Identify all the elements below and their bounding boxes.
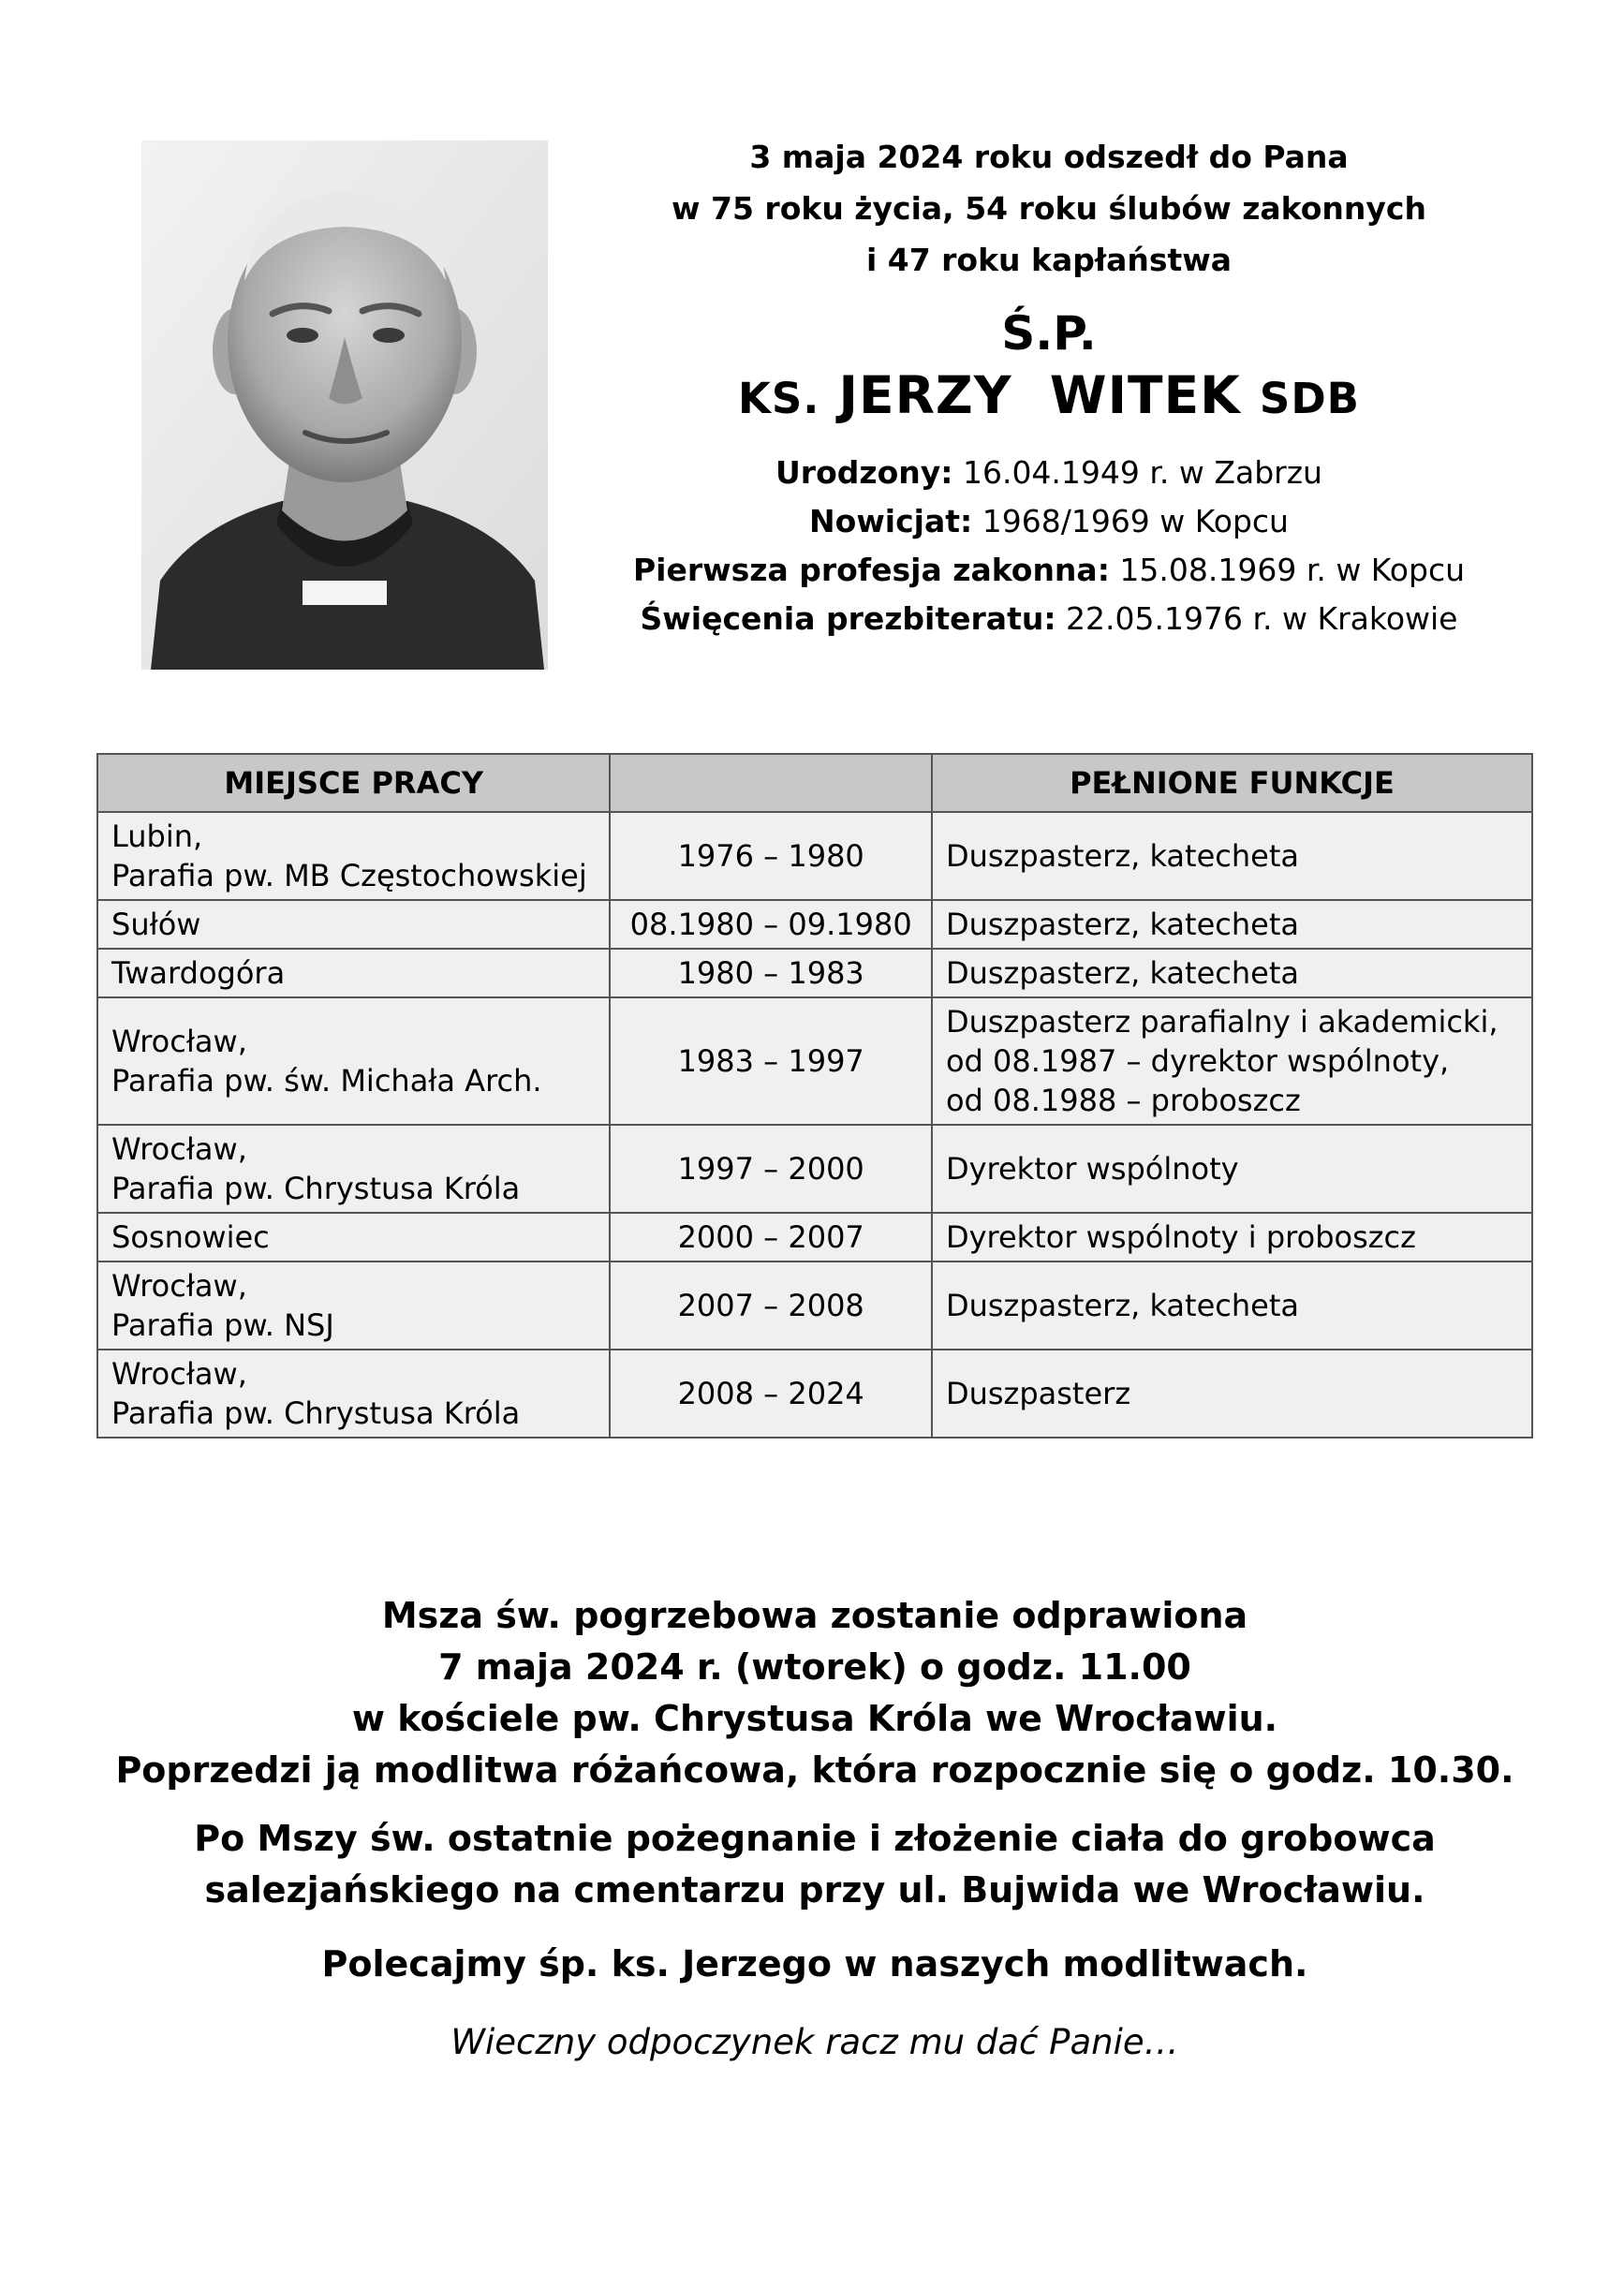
cell-functions <box>932 900 1532 949</box>
fact-value: 1968/1969 w Kopcu <box>972 503 1289 539</box>
cell-place <box>97 812 610 900</box>
name-suffix: SDB <box>1259 374 1360 423</box>
cell-years: 1976 – 1980 <box>610 812 932 900</box>
burial-line-2: salezjańskiego na cmentarzu przy ul. Bujwida we Wrocławiu. <box>204 1869 1425 1911</box>
cell-place <box>97 997 610 1125</box>
place-line: Twardogóra <box>111 955 286 991</box>
place-line: Sosnowiec <box>111 1219 270 1255</box>
mass-line-2: 7 maja 2024 r. (wtorek) o godz. 11.00 <box>438 1646 1191 1688</box>
function-line: od 08.1987 – dyrektor wspólnoty, <box>945 1043 1450 1079</box>
table-header-row <box>97 754 1532 812</box>
mass-info <box>75 1590 1555 1796</box>
fact-value: 15.08.1969 r. w Kopcu <box>1109 552 1466 588</box>
work-history-table <box>96 753 1533 1439</box>
fact-label: Urodzony: <box>775 454 953 491</box>
table-row <box>97 997 1532 1125</box>
function-line: Duszpasterz, katecheta <box>945 838 1299 874</box>
fact-label: Nowicjat: <box>809 503 973 539</box>
eternal-rest-line: Wieczny odpoczynek racz mu dać Panie… <box>450 2022 1179 2062</box>
obituary-header <box>581 131 1517 643</box>
mass-line-4: Poprzedzi ją modlitwa różańcowa, która rozpocznie się o godz. 10.30. <box>115 1749 1514 1791</box>
function-line: Duszpasterz, katecheta <box>945 955 1299 991</box>
fact-label: Pierwsza profesja zakonna: <box>632 552 1110 588</box>
fact-value: 16.04.1949 r. w Zabrzu <box>952 454 1322 491</box>
fact-ordination <box>581 595 1517 643</box>
burial-info <box>75 1813 1555 1916</box>
intro-line-2: w 75 roku życia, 54 roku ślubów zakonnych <box>672 190 1426 227</box>
function-line: Duszpasterz, katecheta <box>945 907 1299 942</box>
header-place: MIEJSCE PRACY <box>97 754 610 812</box>
function-line: Dyrektor wspólnoty i proboszcz <box>945 1219 1416 1255</box>
cell-functions <box>932 1213 1532 1262</box>
header-years <box>610 754 932 812</box>
cell-functions <box>932 1262 1532 1350</box>
table-row <box>97 812 1532 900</box>
place-line: Parafia pw. św. Michała Arch. <box>111 1063 542 1099</box>
cell-years: 08.1980 – 09.1980 <box>610 900 932 949</box>
cell-place <box>97 1350 610 1438</box>
place-line: Parafia pw. Chrystusa Króla <box>111 1171 521 1206</box>
place-line: Wrocław, <box>111 1024 247 1059</box>
function-line: od 08.1988 – proboszcz <box>945 1083 1301 1118</box>
place-line: Sułów <box>111 907 201 942</box>
biography-facts <box>581 449 1517 643</box>
cell-years: 2000 – 2007 <box>610 1213 932 1262</box>
cell-functions <box>932 1350 1532 1438</box>
sp-title: Ś.P. <box>1001 306 1097 361</box>
funeral-info <box>75 1590 1555 2068</box>
portrait-photo <box>141 140 548 670</box>
place-line: Parafia pw. NSJ <box>111 1307 334 1343</box>
burial-line-1: Po Mszy św. ostatnie pożegnanie i złożenie ciała do grobowca <box>194 1818 1436 1859</box>
cell-years: 2008 – 2024 <box>610 1350 932 1438</box>
place-line: Wrocław, <box>111 1131 247 1167</box>
fact-born <box>581 449 1517 497</box>
fact-first-profession <box>581 546 1517 595</box>
cell-functions <box>932 997 1532 1125</box>
cell-years: 2007 – 2008 <box>610 1262 932 1350</box>
intro-line-1: 3 maja 2024 roku odszedł do Pana <box>749 139 1349 175</box>
name-main: JERZY WITEK <box>838 365 1241 425</box>
table-row <box>97 1350 1532 1438</box>
place-line: Lubin, <box>111 819 203 854</box>
table-row <box>97 1125 1532 1213</box>
deceased-name <box>581 362 1517 432</box>
intro-line-3: i 47 roku kapłaństwa <box>865 242 1233 278</box>
place-line: Parafia pw. MB Częstochowskiej <box>111 858 587 893</box>
place-line: Wrocław, <box>111 1268 247 1304</box>
mass-line-3: w kościele pw. Chrystusa Króla we Wrocławiu. <box>351 1698 1278 1739</box>
table-row <box>97 1213 1532 1262</box>
function-line: Duszpasterz parafialny i akademicki, <box>945 1004 1499 1040</box>
cell-place <box>97 900 610 949</box>
place-line: Wrocław, <box>111 1356 247 1392</box>
cell-years: 1997 – 2000 <box>610 1125 932 1213</box>
prayer-request: Polecajmy śp. ks. Jerzego w naszych modlitwach. <box>321 1943 1308 1985</box>
cell-place <box>97 1125 610 1213</box>
cell-functions <box>932 949 1532 997</box>
fact-label: Święcenia prezbiteratu: <box>640 600 1056 637</box>
cell-functions <box>932 812 1532 900</box>
fact-value: 22.05.1976 r. w Krakowie <box>1056 600 1458 637</box>
cell-years: 1980 – 1983 <box>610 949 932 997</box>
table-row <box>97 1262 1532 1350</box>
function-line: Duszpasterz, katecheta <box>945 1288 1299 1323</box>
fact-novitiate <box>581 497 1517 546</box>
table-row <box>97 949 1532 997</box>
header-functions: PEŁNIONE FUNKCJE <box>932 754 1532 812</box>
mass-line-1: Msza św. pogrzebowa zostanie odprawiona <box>381 1595 1248 1636</box>
cell-place <box>97 949 610 997</box>
cell-place <box>97 1213 610 1262</box>
cell-functions <box>932 1125 1532 1213</box>
cell-years: 1983 – 1997 <box>610 997 932 1125</box>
place-line: Parafia pw. Chrystusa Króla <box>111 1395 521 1431</box>
cell-place <box>97 1262 610 1350</box>
name-prefix: KS. <box>738 374 820 423</box>
function-line: Dyrektor wspólnoty <box>945 1151 1239 1187</box>
portrait-illustration <box>141 140 548 670</box>
function-line: Duszpasterz <box>945 1376 1131 1411</box>
table-row <box>97 900 1532 949</box>
